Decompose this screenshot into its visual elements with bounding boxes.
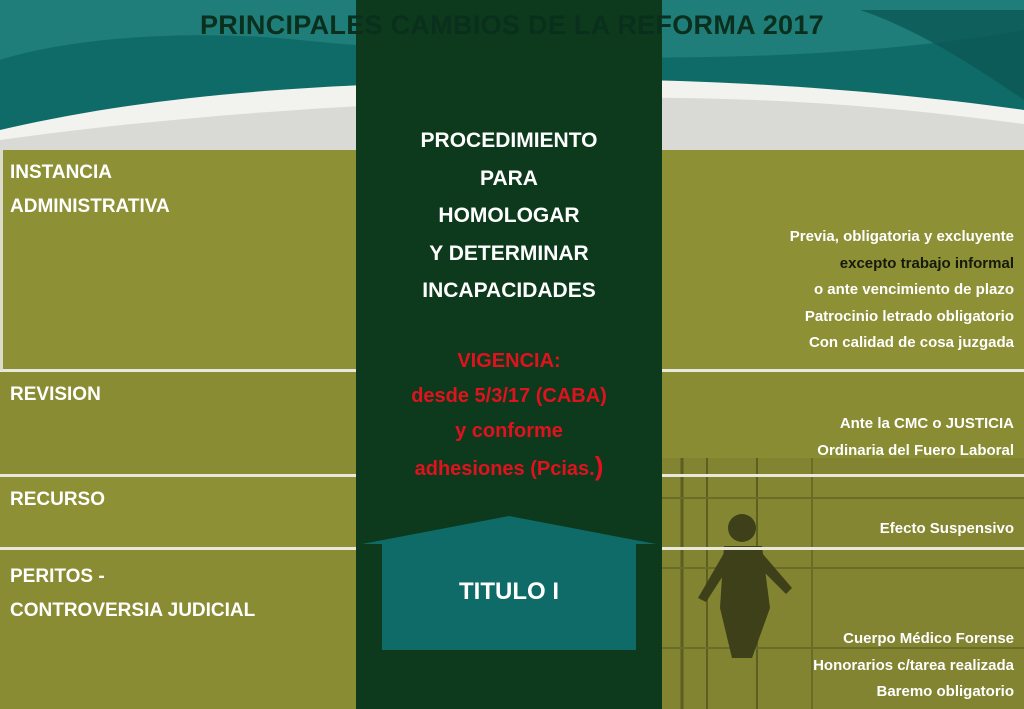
instancia-detail: o ante vencimiento de plazo — [813, 281, 1014, 298]
vigencia-line — [356, 449, 662, 487]
row-frame — [0, 150, 3, 370]
peritos-label-line2: CONTROVERSIA JUDICIAL — [10, 600, 256, 621]
revision-detail: Ordinaria del Fuero Laboral — [817, 441, 1014, 459]
vigencia-line: desde 5/3/17 (CABA) — [411, 385, 607, 407]
revision-detail: Ante la CMC o JUSTICIA — [839, 415, 1014, 432]
procedure-line: INCAPACIDADES — [422, 279, 596, 302]
instancia-detail: Con calidad de cosa juzgada — [808, 334, 1014, 351]
peritos-detail: Cuerpo Médico Forense — [843, 630, 1014, 647]
instancia-label-line1: INSTANCIA — [10, 162, 113, 183]
revision-details — [817, 411, 1014, 464]
vigencia-block — [356, 344, 662, 487]
instancia-label — [10, 156, 170, 224]
instancia-detail: excepto trabajo informal — [839, 254, 1014, 272]
instancia-detail: Previa, obligatoria y excluyente — [789, 228, 1014, 245]
recurso-detail: Efecto Suspensivo — [879, 520, 1014, 537]
peritos-detail: Baremo obligatorio — [876, 683, 1014, 700]
recurso-details — [880, 516, 1014, 543]
instancia-details — [790, 224, 1014, 357]
vigencia-paren: ) — [594, 451, 604, 481]
page-title: PRINCIPALES CAMBIOS DE LA REFORMA 2017 — [200, 10, 824, 40]
center-column — [356, 0, 662, 709]
titulo-label: TITULO I — [459, 578, 559, 605]
peritos-details — [813, 626, 1014, 706]
revision-label: REVISION — [10, 384, 101, 405]
procedure-heading — [356, 122, 662, 310]
procedure-line: HOMOLOGAR — [438, 204, 580, 227]
vigencia-line-text: adhesiones (Pcias. — [414, 458, 595, 480]
peritos-label — [10, 560, 255, 628]
recurso-label: RECURSO — [10, 489, 106, 510]
instancia-detail: Patrocinio letrado obligatorio — [804, 307, 1014, 325]
procedure-line: PARA — [480, 166, 538, 190]
procedure-line: PROCEDIMIENTO — [420, 129, 598, 152]
instancia-label-line2: ADMINISTRATIVA — [10, 196, 170, 217]
procedure-line: Y DETERMINAR — [429, 241, 589, 265]
vigencia-line: y conforme — [455, 420, 563, 442]
vigencia-label: VIGENCIA: — [457, 350, 561, 372]
peritos-detail: Honorarios c/tarea realizada — [813, 656, 1014, 674]
peritos-label-line1: PERITOS - — [10, 566, 105, 587]
